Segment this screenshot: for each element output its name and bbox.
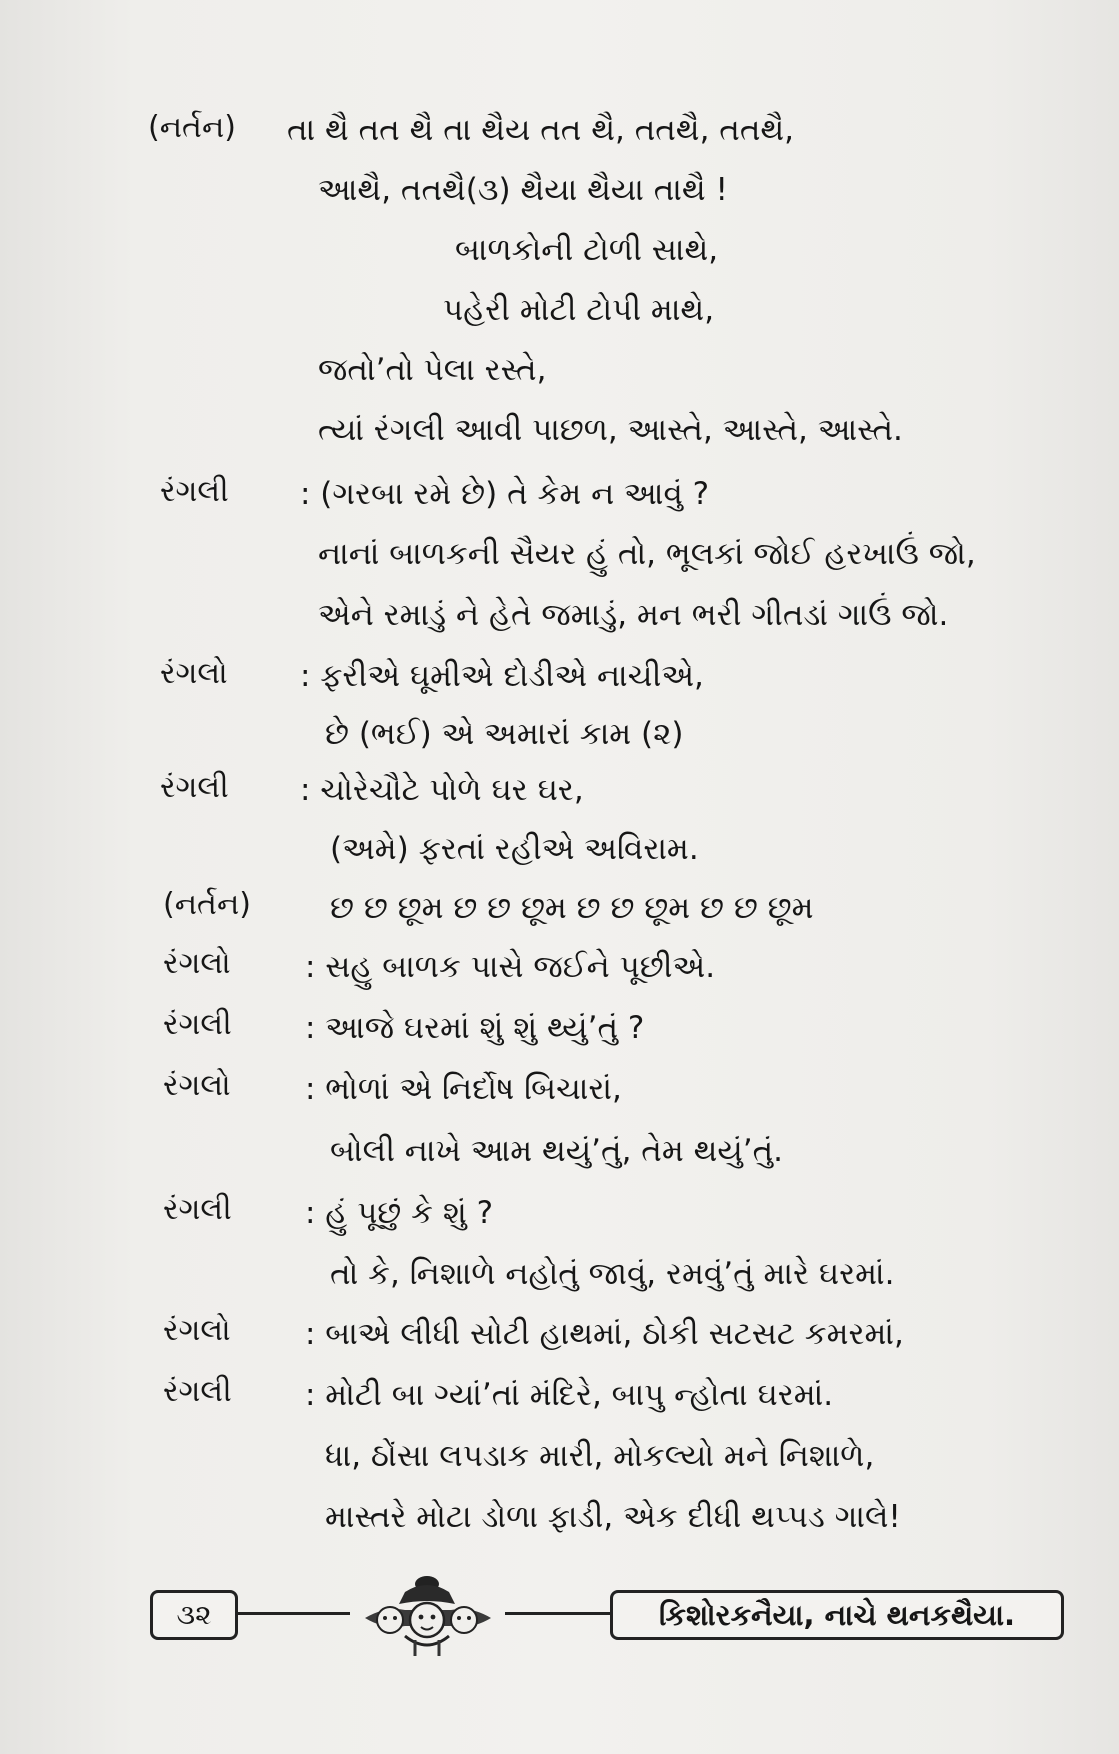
speaker-label: રંગલી [163, 1374, 232, 1409]
children-emblem-icon [345, 1570, 510, 1660]
script-line: પહેરી મોટી ટોપી માથે, [443, 292, 715, 328]
speaker-label: રંગલી [163, 1192, 232, 1227]
speaker-label: (નર્તન) [148, 110, 236, 145]
script-line: આથૈ, તતથૈ(૩) થૈયા થૈયા તાથૈ ! [318, 172, 728, 208]
footer-rule-right [505, 1612, 610, 1615]
speaker-label: રંગલો [160, 656, 228, 691]
speaker-label: (નર્તન) [163, 887, 251, 922]
script-line: : ચોરેચૌટે પોળે ઘર ઘર, [300, 772, 584, 808]
script-line: છ છ છૂમ છ છ છૂમ છ છ છૂમ છ છ છૂમ [330, 890, 814, 926]
script-line: ત્યાં રંગલી આવી પાછળ, આસ્તે, આસ્તે, આસ્તે. [318, 412, 903, 448]
script-line: : મોટી બા ગ્યાં’તાં મંદિરે, બાપુ ન્હોતા ઘરમાં. [305, 1377, 834, 1413]
script-line: : આજે ઘરમાં શું શું થ્યું’તું ? [305, 1010, 645, 1046]
script-line: બાળકોની ટોળી સાથે, [455, 232, 719, 268]
script-line: : હું પૂછું કે શું ? [305, 1195, 494, 1231]
script-line: : ફરીએ ઘૂમીએ દોડીએ નાચીએ, [300, 658, 704, 694]
script-line: : સહુ બાળક પાસે જઈને પૂછીએ. [305, 949, 716, 985]
script-line: એને રમાડું ને હેતે જમાડું, મન ભરી ગીતડાં ગાઉં જો. [318, 597, 949, 633]
script-line: જતો’તો પેલા રસ્તે, [318, 352, 547, 388]
script-line: બોલી નાખે આમ થયું’તું, તેમ થયું’તું. [330, 1133, 783, 1169]
speaker-label: રંગલો [163, 1068, 231, 1103]
script-line: તો કે, નિશાળે નહોતું જાવું, રમવું’તું મારે ઘરમાં. [330, 1256, 895, 1292]
script-line: માસ્તરે મોટા ડોળા ફાડી, એક દીધી થપ્પડ ગાલે! [325, 1499, 901, 1535]
speaker-label: રંગલો [163, 1313, 231, 1348]
speaker-label: રંગલી [160, 474, 229, 509]
book-title: કિશોરકનૈયા, નાચે થનકથૈયા. [610, 1590, 1064, 1640]
script-line: છે (ભઈ) એ અમારાં કામ (૨) [325, 716, 684, 752]
script-line: ધા, ઠોંસા લપડાક મારી, મોકલ્યો મને નિશાળે, [325, 1438, 875, 1474]
page-number: ૩૨ [150, 1590, 238, 1640]
page-footer [0, 1570, 1119, 1660]
script-line: : ભોળાં એ નિર્દોષ બિચારાં, [305, 1071, 622, 1107]
speaker-label: રંગલો [163, 946, 231, 981]
footer-rule-left [235, 1612, 350, 1615]
script-line: : બાએ લીધી સોટી હાથમાં, ઠોકી સટસટ કમરમાં, [305, 1316, 904, 1352]
speaker-label: રંગલી [163, 1007, 232, 1042]
script-line: નાનાં બાળકની સૈયર હું તો, ભૂલકાં જોઈ હરખાઉં જો, [318, 536, 976, 572]
script-line: તા થૈ તત થૈ તા થૈય તત થૈ, તતથૈ, તતથૈ, [287, 112, 795, 148]
speaker-label: રંગલી [160, 770, 229, 805]
script-line: (અમે) ફરતાં રહીએ અવિરામ. [330, 831, 699, 867]
script-line: : (ગરબા રમે છે) તે કેમ ન આવું ? [300, 476, 710, 512]
